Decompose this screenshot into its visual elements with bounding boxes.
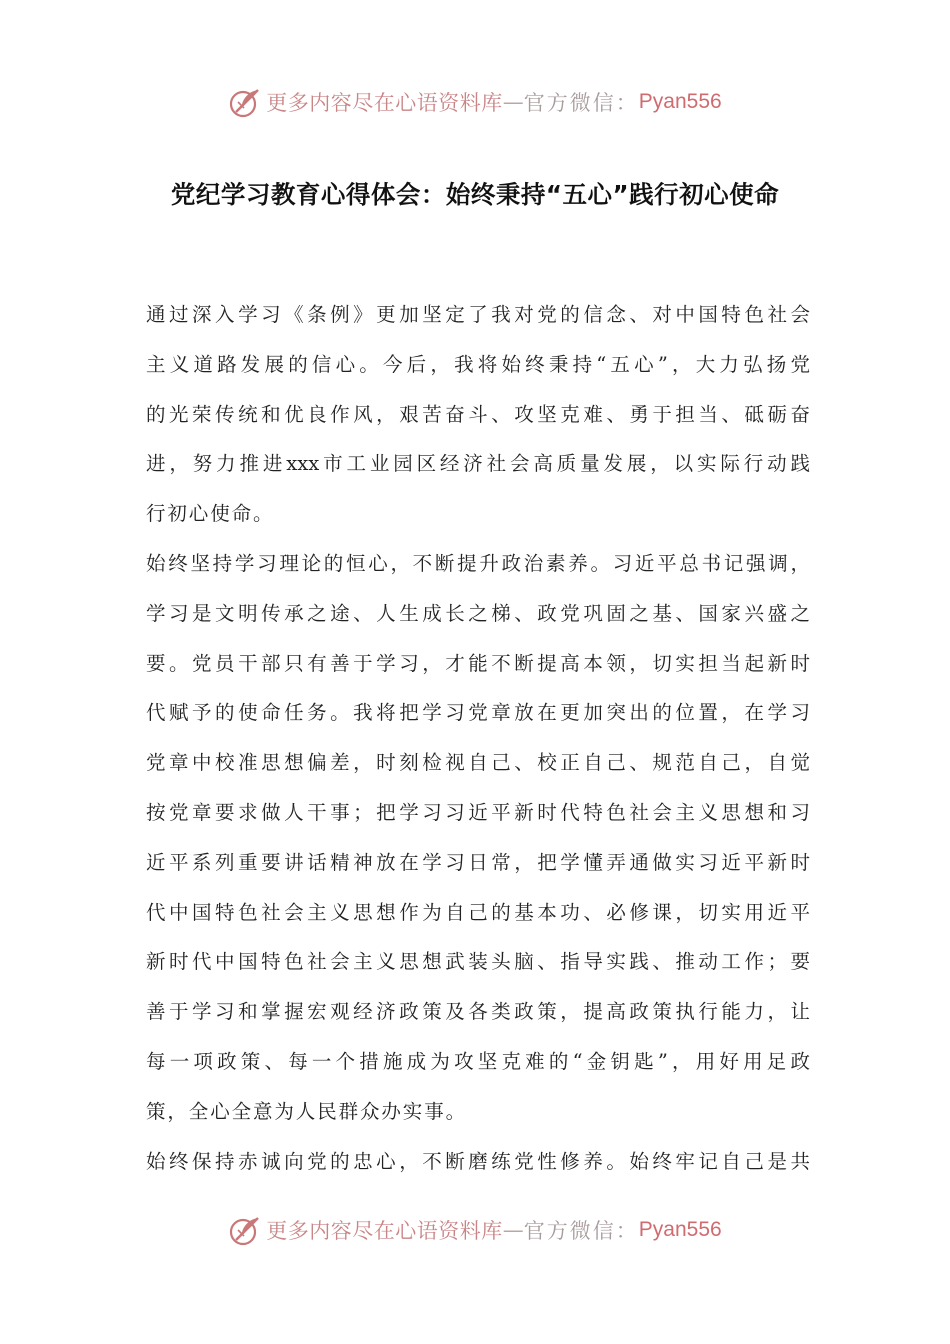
text-line: 始终保持赤诚向党的忠心，不断磨练党性修养。始终牢记自己是共 — [146, 1149, 810, 1173]
banner-separator: — — [502, 90, 524, 114]
text-line: 新时代中国特色社会主义思想武装头脑、指导实践、推动工作；要 — [146, 950, 810, 974]
paragraph-intro — [146, 290, 810, 539]
banner-wechat-id: Pyan556 — [638, 90, 722, 113]
quill-seal-logo-icon — [228, 1213, 262, 1247]
text-line: 进，努力推进xxx市工业园区经济社会高质量发展，以实际行动践 — [146, 452, 810, 476]
banner-text: 更多内容尽在心语资料库 — [266, 91, 503, 115]
paragraph-loyalty — [146, 1137, 810, 1187]
footer-watermark-banner — [0, 1210, 950, 1250]
text-line: 代中国特色社会主义思想作为自己的基本功、必修课，切实用近平 — [146, 900, 810, 924]
quill-seal-logo-icon — [228, 85, 262, 119]
header-watermark-banner — [0, 82, 950, 122]
banner-wechat-id: Pyan556 — [638, 1218, 722, 1241]
text-line: 每一项政策、每一个措施成为攻坚克难的“金钥匙”，用好用足政 — [146, 1049, 810, 1073]
text-line: 始终坚持学习理论的恒心，不断提升政治素养。习近平总书记强调， — [146, 551, 810, 575]
document-body — [146, 290, 810, 1186]
banner-separator: — — [502, 1218, 524, 1242]
text-line: 通过深入学习《条例》更加坚定了我对党的信念、对中国特色社会 — [146, 303, 810, 326]
document-title: 党纪学习教育心得体会：始终秉持“五心”践行初心使命 — [170, 180, 780, 209]
banner-wechat-label: 官方微信： — [523, 91, 639, 115]
paragraph-study-theory — [146, 539, 810, 1137]
text-line: 行初心使命。 — [146, 502, 275, 526]
text-line: 学习是文明传承之途、人生成长之梯、政党巩固之基、国家兴盛之 — [146, 601, 810, 625]
banner-wechat-label: 官方微信： — [523, 1219, 639, 1243]
banner-text: 更多内容尽在心语资料库 — [266, 1219, 503, 1243]
text-line: 要。党员干部只有善于学习，才能不断提高本领，切实担当起新时 — [146, 651, 810, 675]
text-line: 的光荣传统和优良作风，艰苦奋斗、攻坚克难、勇于担当、砥砺奋 — [146, 402, 810, 426]
text-line: 主义道路发展的信心。今后，我将始终秉持“五心”，大力弘扬党 — [146, 352, 810, 376]
text-line: 按党章要求做人干事；把学习习近平新时代特色社会主义思想和习 — [146, 800, 810, 824]
text-line: 策，全心全意为人民群众办实事。 — [146, 1099, 468, 1123]
text-line: 近平系列重要讲话精神放在学习日常，把学懂弄通做实习近平新时 — [146, 850, 810, 874]
text-line: 代赋予的使命任务。我将把学习党章放在更加突出的位置，在学习 — [146, 701, 810, 725]
text-line: 善于学习和掌握宏观经济政策及各类政策，提高政策执行能力，让 — [146, 1000, 810, 1024]
text-line: 党章中校准思想偏差，时刻检视自己、校正自己、规范自己，自觉 — [146, 751, 810, 775]
